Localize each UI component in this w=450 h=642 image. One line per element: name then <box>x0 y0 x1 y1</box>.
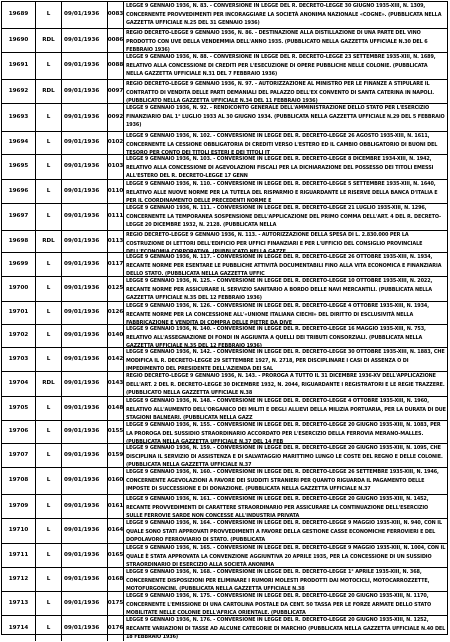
act-date: 09/01/1936 <box>62 592 108 615</box>
act-type: L <box>36 444 62 467</box>
act-number: 0176 <box>108 616 124 641</box>
act-type: L <box>36 592 62 615</box>
act-date: 09/01/1936 <box>62 277 108 301</box>
act-type: L <box>36 132 62 154</box>
act-number: 0142 <box>108 348 124 371</box>
row-number: 19711 <box>2 544 36 567</box>
table-row <box>2 253 447 277</box>
act-description: LEGGE 9 GENNAIO 1936, N. 110. - CONVERSIONE IN LEGGE DEL R. DECRETO-LEGGE 5 SETTEMBRE 1935-XIII, N. 1640, RELATIVO ALLE NUOVE NORME PER LA TUTELA DEL RISPARMIO E RIGUARDANTE LE RISERVE DELLA BANCA D'ITALIA E PER IL COORDINAMENTO DELLE PRECEDENTI NORME E <box>126 181 438 205</box>
act-date: 09/01/1936 <box>62 53 108 79</box>
act-number: 0140 <box>108 325 124 347</box>
act-number: 0160 <box>108 468 124 494</box>
row-number: 19708 <box>2 468 36 494</box>
act-description: LEGGE 9 GENNAIO 1936, N. 92. - RENDICONTO GENERALE DELL'AMMINISTRAZIONE DELLO STATO PER L'ESERCIZIO FINANZIARIO DAL 1° LUGLIO 1933 AL 30 GIUGNO 1934. (PUBBLICATA NELLA GAZZETTA UFFICIALE N.29 DEL 5 FEBBRAIO 1936) <box>126 105 445 129</box>
row-number: 19707 <box>2 444 36 467</box>
table-row <box>2 180 447 204</box>
act-description: LEGGE 9 GENNAIO 1936, N. 168. - CONVERSIONE IN LEGGE DEL R. DECRETO-LEGGE 1° APRILE 1935-XIII, N. 368, CONCERNENTE DISPOSIZIONI PER ELIMINARE I RUMORI MOLESTI PRODOTTI DAI MOTOCICLI, MOTOCARROZZETTE, MOTOFURGONCINI. (PUBBLICATA NELLA GAZZETTA UFFICIALE N.38 <box>126 569 430 593</box>
act-description: LEGGE 9 GENNAIO 1936, N. 165. - CONVERSIONE IN LEGGE DEL R. DECRETO-LEGGE 9 MAGGIO 1935-XIII, N. 1004, CON IL QUALE È STATA APPROVATA LA CONVENZIONE AGGIUNTIVA 20 APRILE 1935, PER LA CONCESSIONE DI UN SUSSIDIO STRAORDINARIO DI ESERCIZIO ALLA SOCIETÀ ANONIMA <box>126 545 446 569</box>
act-number: 0175 <box>108 592 124 615</box>
act-description: LEGGE 9 GENNAIO 1936, N. 176. - CONVERSIONE IN LEGGE DEL R. DECRETO-LEGGE 20 GIUGNO 1935-XIII, N. 1252, RECANTE VARIAZIONI DI TASSE AD ALCUNE CATEGORIE DI MARCHIO (PUBBLICATA NELLA GAZZETTA UFFICIALE N.40 DEL 18 FEBBRAIO 1936) <box>126 617 446 641</box>
act-type: L <box>36 325 62 347</box>
act-type: L <box>36 104 62 131</box>
act-number: 0148 <box>108 397 124 420</box>
act-number: 0164 <box>108 519 124 543</box>
act-number: 0113 <box>108 231 124 252</box>
row-number: 19705 <box>2 397 36 420</box>
act-type: L <box>36 616 62 641</box>
act-number: 0083 <box>108 2 124 28</box>
act-number: 0103 <box>108 155 124 179</box>
act-type: L <box>36 53 62 79</box>
act-number: 0086 <box>108 29 124 52</box>
act-date: 09/01/1936 <box>62 444 108 467</box>
table-row <box>2 495 447 519</box>
act-description: LEGGE 9 GENNAIO 1936, N. 148. - CONVERSIONE IN LEGGE DEL R. DECRETO-LEGGE 4 OTTOBRE 1935-XIII, N. 1960, RELATIVO ALL'AUMENTO DELL'ORGANICO DEI MILITI E DEGLI ALLIEVI DELLA MILIZIA PORTUARIA, PER LA DURATA DI DUE STAGIONI BALNEARI. (PUBBLICATA NELLA GAZZ <box>126 398 446 422</box>
act-type: RDL <box>36 372 62 396</box>
row-number: 19699 <box>2 253 36 276</box>
act-date: 09/01/1936 <box>62 253 108 276</box>
row-number: 19702 <box>2 325 36 347</box>
row-number: 19714 <box>2 616 36 641</box>
act-description: LEGGE 9 GENNAIO 1936, N. 126. - CONVERSIONE IN LEGGE DEL R. DECRETO-LEGGE 4 OTTOBRE 1935-XIII, N. 1934, RECANTE NORME PER LA CONCESSIONE ALL'«UNIONE ITALIANA CIECHI» DEL DIRITTO DI ESCLUSIVITÀ NELLA FABBRICAZIONE E VENDITA DI COMPRA DELLE PIETRE DA DIVE <box>126 303 429 327</box>
act-type: L <box>36 495 62 518</box>
act-description: LEGGE 9 GENNAIO 1936, N. 111. - CONVERSIONE IN LEGGE DEL R. DECRETO-LEGGE 21 LUGLIO 1935-XIII, N. 1296, CONCERNENTE LA TEMPORANEA SOSPENSIONE DELL'APPLICAZIONE DEL PRIMO COMMA DELL'ART. 4 DEL R. DECRETO-LEGGE 20 DICEMBRE 1932, N. 2128. (PUBBLICATA NELLA <box>126 205 441 229</box>
table-row <box>2 29 447 53</box>
act-type: RDL <box>36 80 62 103</box>
act-number: 0143 <box>108 372 124 396</box>
act-description: REGIO DECRETO-LEGGE 9 GENNAIO 1936, N. 143. - PROROGA A TUTTO IL 31 DICEMBRE 1936-XV DELL'APPLICAZIONE DELL'ART. 2 DEL R. DECRETO-LEGGE 30 DICEMBRE 1932, N. 2044, RIGUARDANTE I REGISTRATORI E LE REGIE TRAZZERE. (PUBBLICATO NELLA GAZZETTA UFFICIALE N.38 <box>126 373 445 397</box>
act-type: L <box>36 519 62 543</box>
act-date: 09/01/1936 <box>62 2 108 28</box>
act-description: REGIO DECRETO-LEGGE 9 GENNAIO 1936, N. 113. - AUTORIZZAZIONE DELLA SPESA DI L. 2.830.000 PER LA COSTRUZIONE DI LETTORI DELL'EDIFICIO PER UFFICI FINANZIARI E PER L'UFFICIO DEL CONSIGLIO PROVINCIALE DELL'ECONOMIA CORPORATIVA. (PUBBLICATO NELLA GAZZE <box>126 232 423 256</box>
act-description: LEGGE 9 GENNAIO 1936, N. 160. - CONVERSIONE IN LEGGE DEL R. DECRETO-LEGGE 26 SETTEMBRE 1935-XIII, N. 1946, CONCERNENTE AGEVOLAZIONI A FAVORE DEI SUDDITI STRANIERI PER QUANTO RIGUARDA IL PAGAMENTO DELLE IMPOSTE DI SUCCESSIONE E DI DONAZIONE. (PUBBLICATA NELLA GAZZETTA UFFICIALE N.37 <box>126 469 439 493</box>
act-type: L <box>36 253 62 276</box>
act-description: REGIO DECRETO-LEGGE 9 GENNAIO 1936, N. 97. - AUTORIZZAZIONE AL MINISTRO PER LE FINANZE A STIPULARE IL CONTRATTO DI VENDITA DELLE PARTI DEMANIALI DEL PALAZZO DELL'EX CONVENTO DI SANTA CATERINA IN NAPOLI. (PUBBLICATO NELLA GAZZETTA UFFICIALE N.34 DEL 11 FEBBRAIO 1936) <box>126 81 434 105</box>
act-type: L <box>36 180 62 203</box>
act-description: LEGGE 9 GENNAIO 1936, N. 88. - CONVERSIONE IN LEGGE DEL R. DECRETO-LEGGE 23 SETTEMBRE 1935-XIII, N. 1689, RELATIVO ALLA CONCESSIONE DI CREDITI PER L'ESECUZIONE DI OPERE PUBBLICHE NELLE COLONIE. (PUBBLICATA NELLA GAZZETTA UFFICIALE N.31 DEL 7 FEBBRAIO 1936) <box>126 54 436 78</box>
act-date: 09/01/1936 <box>62 302 108 324</box>
act-number: 0155 <box>108 421 124 443</box>
row-number: 19695 <box>2 155 36 179</box>
table-row <box>2 2 447 29</box>
act-date: 09/01/1936 <box>62 616 108 641</box>
table-row <box>2 444 447 468</box>
act-number: 0102 <box>108 132 124 154</box>
row-number: 19694 <box>2 132 36 154</box>
act-type: L <box>36 302 62 324</box>
act-description: LEGGE 9 GENNAIO 1936, N. 164. - CONVERSIONE IN LEGGE DEL R. DECRETO-LEGGE 9 MAGGIO 1935-XIII, N. 940, CON IL QUALE SONO STATI APPROVATI PROVVEDIMENTI A FAVORE DELLA GESTIONE CASSE ECONOMICHE FERROVIERI E DEL DOPOLAVORO FERROVIARIO DI STATO. (PUBBLICATA <box>126 520 442 544</box>
act-number: 0097 <box>108 80 124 103</box>
act-number: 0126 <box>108 302 124 324</box>
act-type: RDL <box>36 231 62 252</box>
act-number: 0117 <box>108 253 124 276</box>
table-row <box>2 53 447 80</box>
act-type: L <box>36 204 62 230</box>
table-row <box>2 616 447 641</box>
act-date: 09/01/1936 <box>62 204 108 230</box>
row-number: 19709 <box>2 495 36 518</box>
row-number: 19691 <box>2 53 36 79</box>
act-number: 0088 <box>108 53 124 79</box>
act-date: 09/01/1936 <box>62 325 108 347</box>
act-description: LEGGE 9 GENNAIO 1936, N. 83. - CONVERSIONE IN LEGGE DEL R. DECRETO-LEGGE 30 GIUGNO 1935-XIII, N. 1309, CONCERNENTE PROVVEDIMENTI PER INCORAGGIARE LA SOCIETÀ ANONIMA NAZIONALE «COGNE». (PUBBLICATA NELLA GAZZETTA UFFICIALE N.25 DEL 31 GENNAIO 1936) <box>126 3 442 27</box>
table-row <box>2 277 447 302</box>
row-number: 19689 <box>2 2 36 28</box>
act-date: 09/01/1936 <box>62 29 108 52</box>
act-type: L <box>36 544 62 567</box>
act-date: 09/01/1936 <box>62 568 108 591</box>
act-description: LEGGE 9 GENNAIO 1936, N. 161. - CONVERSIONE IN LEGGE DEL R. DECRETO-LEGGE 20 GIUGNO 1935-XIII, N. 1452, RECANTE PROVVEDIMENTI DI CARATTERE STRAORDINARIO PER ASSICURARE LA CONTINUAZIONE DELL'ESERCIZIO SULLE FERROVIE SARDE NON CONCESSE ALL'INDUSTRIA PRIVATA <box>126 496 429 520</box>
table-row <box>2 132 447 155</box>
act-date: 09/01/1936 <box>62 231 108 252</box>
act-date: 09/01/1936 <box>62 397 108 420</box>
act-description: LEGGE 9 GENNAIO 1936, N. 155. - CONVERSIONE IN LEGGE DEL R. DECRETO-LEGGE 20 GIUGNO 1935-XIII, N. 1083, PER LA PROROGA DEL SUSSIDIO STRAORDINARIO ACCORDATO PER L'ESERCIZIO DELLA FERROVIA MERANO-MALLES. (PUBBLICATA NELLA GAZZETTA UFFICIALE N.37 DEL 14 FEB <box>126 422 441 446</box>
act-description: LEGGE 9 GENNAIO 1936, N. 175. - CONVERSIONE IN LEGGE DEL R. DECRETO-LEGGE 20 GIUGNO 1935-XIII, N. 1170, CONCERNENTE L'EMISSIONE DI UNA CARTOLINA POSTALE DA CENT. 50 TASSA PER LE FORZE ARMATE DELLO STATO MOBILITATE NELLE COLONIE DELL'AFRICA ORIENTALE. (PUBBLICATA <box>126 593 432 617</box>
act-description: REGIO DECRETO-LEGGE 9 GENNAIO 1936, N. 86. - DESTINAZIONE ALLA DISTILLAZIONE DI UNA PARTE DEL VINO PRODOTTO CON UVE DELLA VENDEMMIA DELL'ANNO 1935. (PUBBLICATO NELLA GAZZETTA UFFICIALE N.30 DEL 6 FEBBRAIO 1936) <box>126 30 428 54</box>
act-number: 0165 <box>108 544 124 567</box>
act-number: 0168 <box>108 568 124 591</box>
table-row <box>2 104 447 132</box>
act-number: 0092 <box>108 104 124 131</box>
row-number: 19692 <box>2 80 36 103</box>
act-date: 09/01/1936 <box>62 180 108 203</box>
row-number: 19704 <box>2 372 36 396</box>
act-number: 0161 <box>108 495 124 518</box>
act-number: 0159 <box>108 444 124 467</box>
act-number: 0125 <box>108 277 124 301</box>
table-row <box>2 372 447 397</box>
row-number: 19706 <box>2 421 36 443</box>
act-date: 09/01/1936 <box>62 495 108 518</box>
act-description: LEGGE 9 GENNAIO 1936, N. 159. - CONVERSIONE IN LEGGE DEL R. DECRETO-LEGGE 20 GIUGNO 1935-XIII, N. 1095, CHE DISCIPLINA IL SERVIZIO DI ASSISTENZA E DI SALVATAGGIO MARITTIMO LUNGO LE COSTE DEL REGNO E DELLE COLONIE. (PUBBLICATA NELLA GAZZETTA UFFICIALE N.37 <box>126 445 443 469</box>
act-type: L <box>36 348 62 371</box>
act-type: L <box>36 277 62 301</box>
row-number: 19700 <box>2 277 36 301</box>
table-row <box>2 325 447 348</box>
act-date: 09/01/1936 <box>62 544 108 567</box>
act-type: L <box>36 568 62 591</box>
row-number: 19693 <box>2 104 36 131</box>
act-description: LEGGE 9 GENNAIO 1936, N. 140. - CONVERSIONE IN LEGGE DEL R. DECRETO-LEGGE 16 MAGGIO 1935-XIII, N. 753, RELATIVO ALL'ASSEGNAZIONE DI FONDI IN AGGIUNTA A QUELLI DEI TRIBUTI CONSORZIALI. (PUBBLICATA NELLA GAZZETTA UFFICIALE N.35 DEL 12 FEBBRAIO 1936) <box>126 326 426 350</box>
row-number: 19701 <box>2 302 36 324</box>
act-date: 09/01/1936 <box>62 348 108 371</box>
act-type: L <box>36 155 62 179</box>
act-date: 09/01/1936 <box>62 132 108 154</box>
act-type: RDL <box>36 29 62 52</box>
row-number: 19697 <box>2 204 36 230</box>
table-row <box>2 468 447 495</box>
row-number: 19696 <box>2 180 36 203</box>
act-type: L <box>36 421 62 443</box>
act-date: 09/01/1936 <box>62 104 108 131</box>
table-row <box>2 231 447 256</box>
row-number: 19703 <box>2 348 36 371</box>
table-row <box>2 544 447 568</box>
act-type: L <box>36 468 62 494</box>
act-number: 0111 <box>108 204 124 230</box>
act-type: L <box>36 2 62 28</box>
act-date: 09/01/1936 <box>62 372 108 396</box>
table-row <box>2 302 447 325</box>
act-number: 0110 <box>108 180 124 203</box>
row-number: 19690 <box>2 29 36 52</box>
row-number: 19698 <box>2 231 36 252</box>
table-row <box>2 348 447 372</box>
register-table <box>1 1 448 641</box>
table-row <box>2 519 447 544</box>
row-number: 19710 <box>2 519 36 543</box>
act-date: 09/01/1936 <box>62 80 108 103</box>
row-number: 19712 <box>2 568 36 591</box>
act-description: LEGGE 9 GENNAIO 1936, N. 103. - CONVERSIONE IN LEGGE DEL R. DECRETO-LEGGE 8 DICEMBRE 1934-XIII, N. 1942, RELATIVO ALLA CONCESSIONE DI AGEVOLAZIONI FISCALI PER LA DICHIARAZIONE DEL POSSESSO DEI TITOLI EMESSI ALL'ESTERO DEL R. DECRETO-LEGGE 17 GENN <box>126 156 434 180</box>
act-description: LEGGE 9 GENNAIO 1936, N. 102. - CONVERSIONE IN LEGGE DEL R. DECRETO-LEGGE 26 AGOSTO 1935-XIII, N. 1611, CONCERNENTE LA CESSIONE OBBLIGATORIA DI CREDITI VERSO L'ESTERO ED IL CAMBIO OBBLIGATORIO DI BUONI DEL TESORO PER CONTO DEI TITOLI ESTERI E DEI TITOLI IT <box>126 133 438 157</box>
row-number: 19713 <box>2 592 36 615</box>
table-row <box>2 155 447 180</box>
act-description: LEGGE 9 GENNAIO 1936, N. 125. - CONVERSIONE IN LEGGE DEL R. DECRETO-LEGGE 10 OTTOBRE 1935-XIII, N. 2022, RECANTE NORME PER ASSICURARE IL SERVIZIO SANITARIO A BORDO DELLE NAVI MERCANTILI. (PUBBLICATA NELLA GAZZETTA UFFICIALE N.35 DEL 12 FEBBRAIO 1936) <box>126 278 433 302</box>
act-description: LEGGE 9 GENNAIO 1936, N. 142. - CONVERSIONE IN LEGGE DEL R. DECRETO-LEGGE 30 OTTOBRE 1935-XIII, N. 1883, CHE MODIFICA IL R. DECRETO-LEGGE 29 SETTEMBRE 1927, N. 2718, PER DISCIPLINARE I CASI DI ASSENZA O DI IMPEDIMENTO DEL PRESIDENTE DELL'AZIENDA DEI SAL <box>126 349 445 373</box>
table-row <box>2 421 447 444</box>
table-row <box>2 80 447 104</box>
act-date: 09/01/1936 <box>62 468 108 494</box>
table-row <box>2 397 447 421</box>
act-date: 09/01/1936 <box>62 519 108 543</box>
table-row <box>2 204 447 231</box>
act-date: 09/01/1936 <box>62 421 108 443</box>
act-type: L <box>36 397 62 420</box>
table-row <box>2 592 447 616</box>
act-description: LEGGE 9 GENNAIO 1936, N. 117. - CONVERSIONE IN LEGGE DEL R. DECRETO-LEGGE 26 OTTOBRE 1935-XIII, N. 1934, RECANTE NORME PER ESENTARE LE PUBBLICHE ATTIVITÀ DOCUMENTABILI FINO ALLA VITA ECONOMICA E FINANZIARIA DELLO STATO. (PUBBLICATA NELLA GAZZETTA UFFIC <box>126 254 442 278</box>
table-row <box>2 568 447 592</box>
act-date: 09/01/1936 <box>62 155 108 179</box>
